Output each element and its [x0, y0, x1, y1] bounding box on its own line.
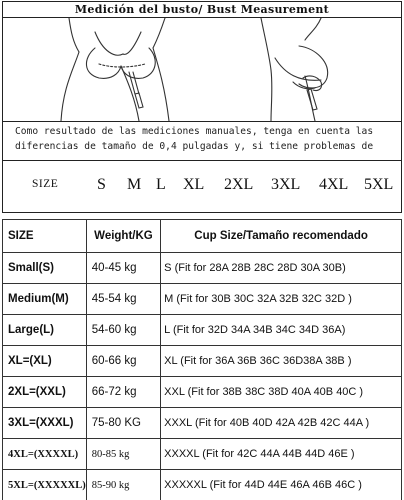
page-title: Medición del busto/ Bust Measurement	[2, 1, 402, 18]
size-option-3xl: 3XL	[271, 176, 301, 193]
table-row	[3, 377, 402, 408]
table-row	[3, 315, 402, 346]
note-line-1: Como resultado de las mediciones manuales, tenga en cuenta las	[15, 126, 374, 137]
size-option-s: S	[97, 176, 106, 193]
row-cup: XXL (Fit for 38B 38C 38D 40A 40B 40C )	[161, 377, 402, 408]
measurement-illustration	[2, 18, 402, 121]
row-size: 5XL=(XXXXXL)	[3, 470, 87, 500]
table-row	[3, 408, 402, 439]
row-weight: 54-60 kg	[86, 315, 160, 346]
row-cup: M (Fit for 30B 30C 32A 32B 32C 32D )	[161, 284, 402, 315]
row-cup: S (Fit for 28A 28B 28C 28D 30A 30B)	[161, 253, 402, 284]
row-weight: 66-72 kg	[86, 377, 160, 408]
table-row	[3, 253, 402, 284]
row-weight: 85-90 kg	[86, 470, 160, 500]
size-option-4xl: 4XL	[319, 176, 349, 193]
size-option-5xl: 5XL	[364, 176, 394, 193]
bust-measurement-drawing	[3, 18, 401, 121]
size-option-xl: XL	[183, 176, 205, 193]
row-size: 4XL=(XXXXL)	[3, 439, 87, 470]
size-strip-label: SIZE	[32, 178, 59, 190]
row-cup: L (Fit for 32D 34A 34B 34C 34D 36A)	[161, 315, 402, 346]
table-row	[3, 284, 402, 315]
row-size: XL=(XL)	[3, 346, 87, 377]
note-line-2: diferencias de tamaño de 0,4 pulgadas y, si tiene problemas de	[15, 141, 374, 152]
row-size: 2XL=(XXL)	[3, 377, 87, 408]
table-row	[3, 470, 402, 500]
row-cup: XXXL (Fit for 40B 40D 42A 42B 42C 44A )	[161, 408, 402, 439]
row-weight: 75-80 KG	[86, 408, 160, 439]
header-weight: Weight/KG	[86, 220, 160, 253]
header-size: SIZE	[3, 220, 87, 253]
row-weight: 80-85 kg	[86, 439, 160, 470]
row-cup: XXXXL (Fit for 42C 44A 44B 44D 46E )	[161, 439, 402, 470]
row-weight: 45-54 kg	[86, 284, 160, 315]
header-cup-size: Cup Size/Tamaño recomendado	[161, 220, 402, 253]
row-cup: XL (Fit for 36A 36B 36C 36D38A 38B )	[161, 346, 402, 377]
size-strip	[2, 161, 402, 213]
row-size: Medium(M)	[3, 284, 87, 315]
row-weight: 40-45 kg	[86, 253, 160, 284]
size-chart-table	[2, 219, 402, 500]
row-weight: 60-66 kg	[86, 346, 160, 377]
size-option-l: L	[156, 176, 166, 193]
table-row	[3, 439, 402, 470]
table-row	[3, 346, 402, 377]
table-header-row	[3, 220, 402, 253]
size-option-m: M	[127, 176, 142, 193]
row-size: Small(S)	[3, 253, 87, 284]
row-size: Large(L)	[3, 315, 87, 346]
row-cup: XXXXXL (Fit for 44D 44E 46A 46B 46C )	[161, 470, 402, 500]
size-option-2xl: 2XL	[224, 176, 254, 193]
row-size: 3XL=(XXXL)	[3, 408, 87, 439]
measurement-note	[2, 121, 402, 161]
